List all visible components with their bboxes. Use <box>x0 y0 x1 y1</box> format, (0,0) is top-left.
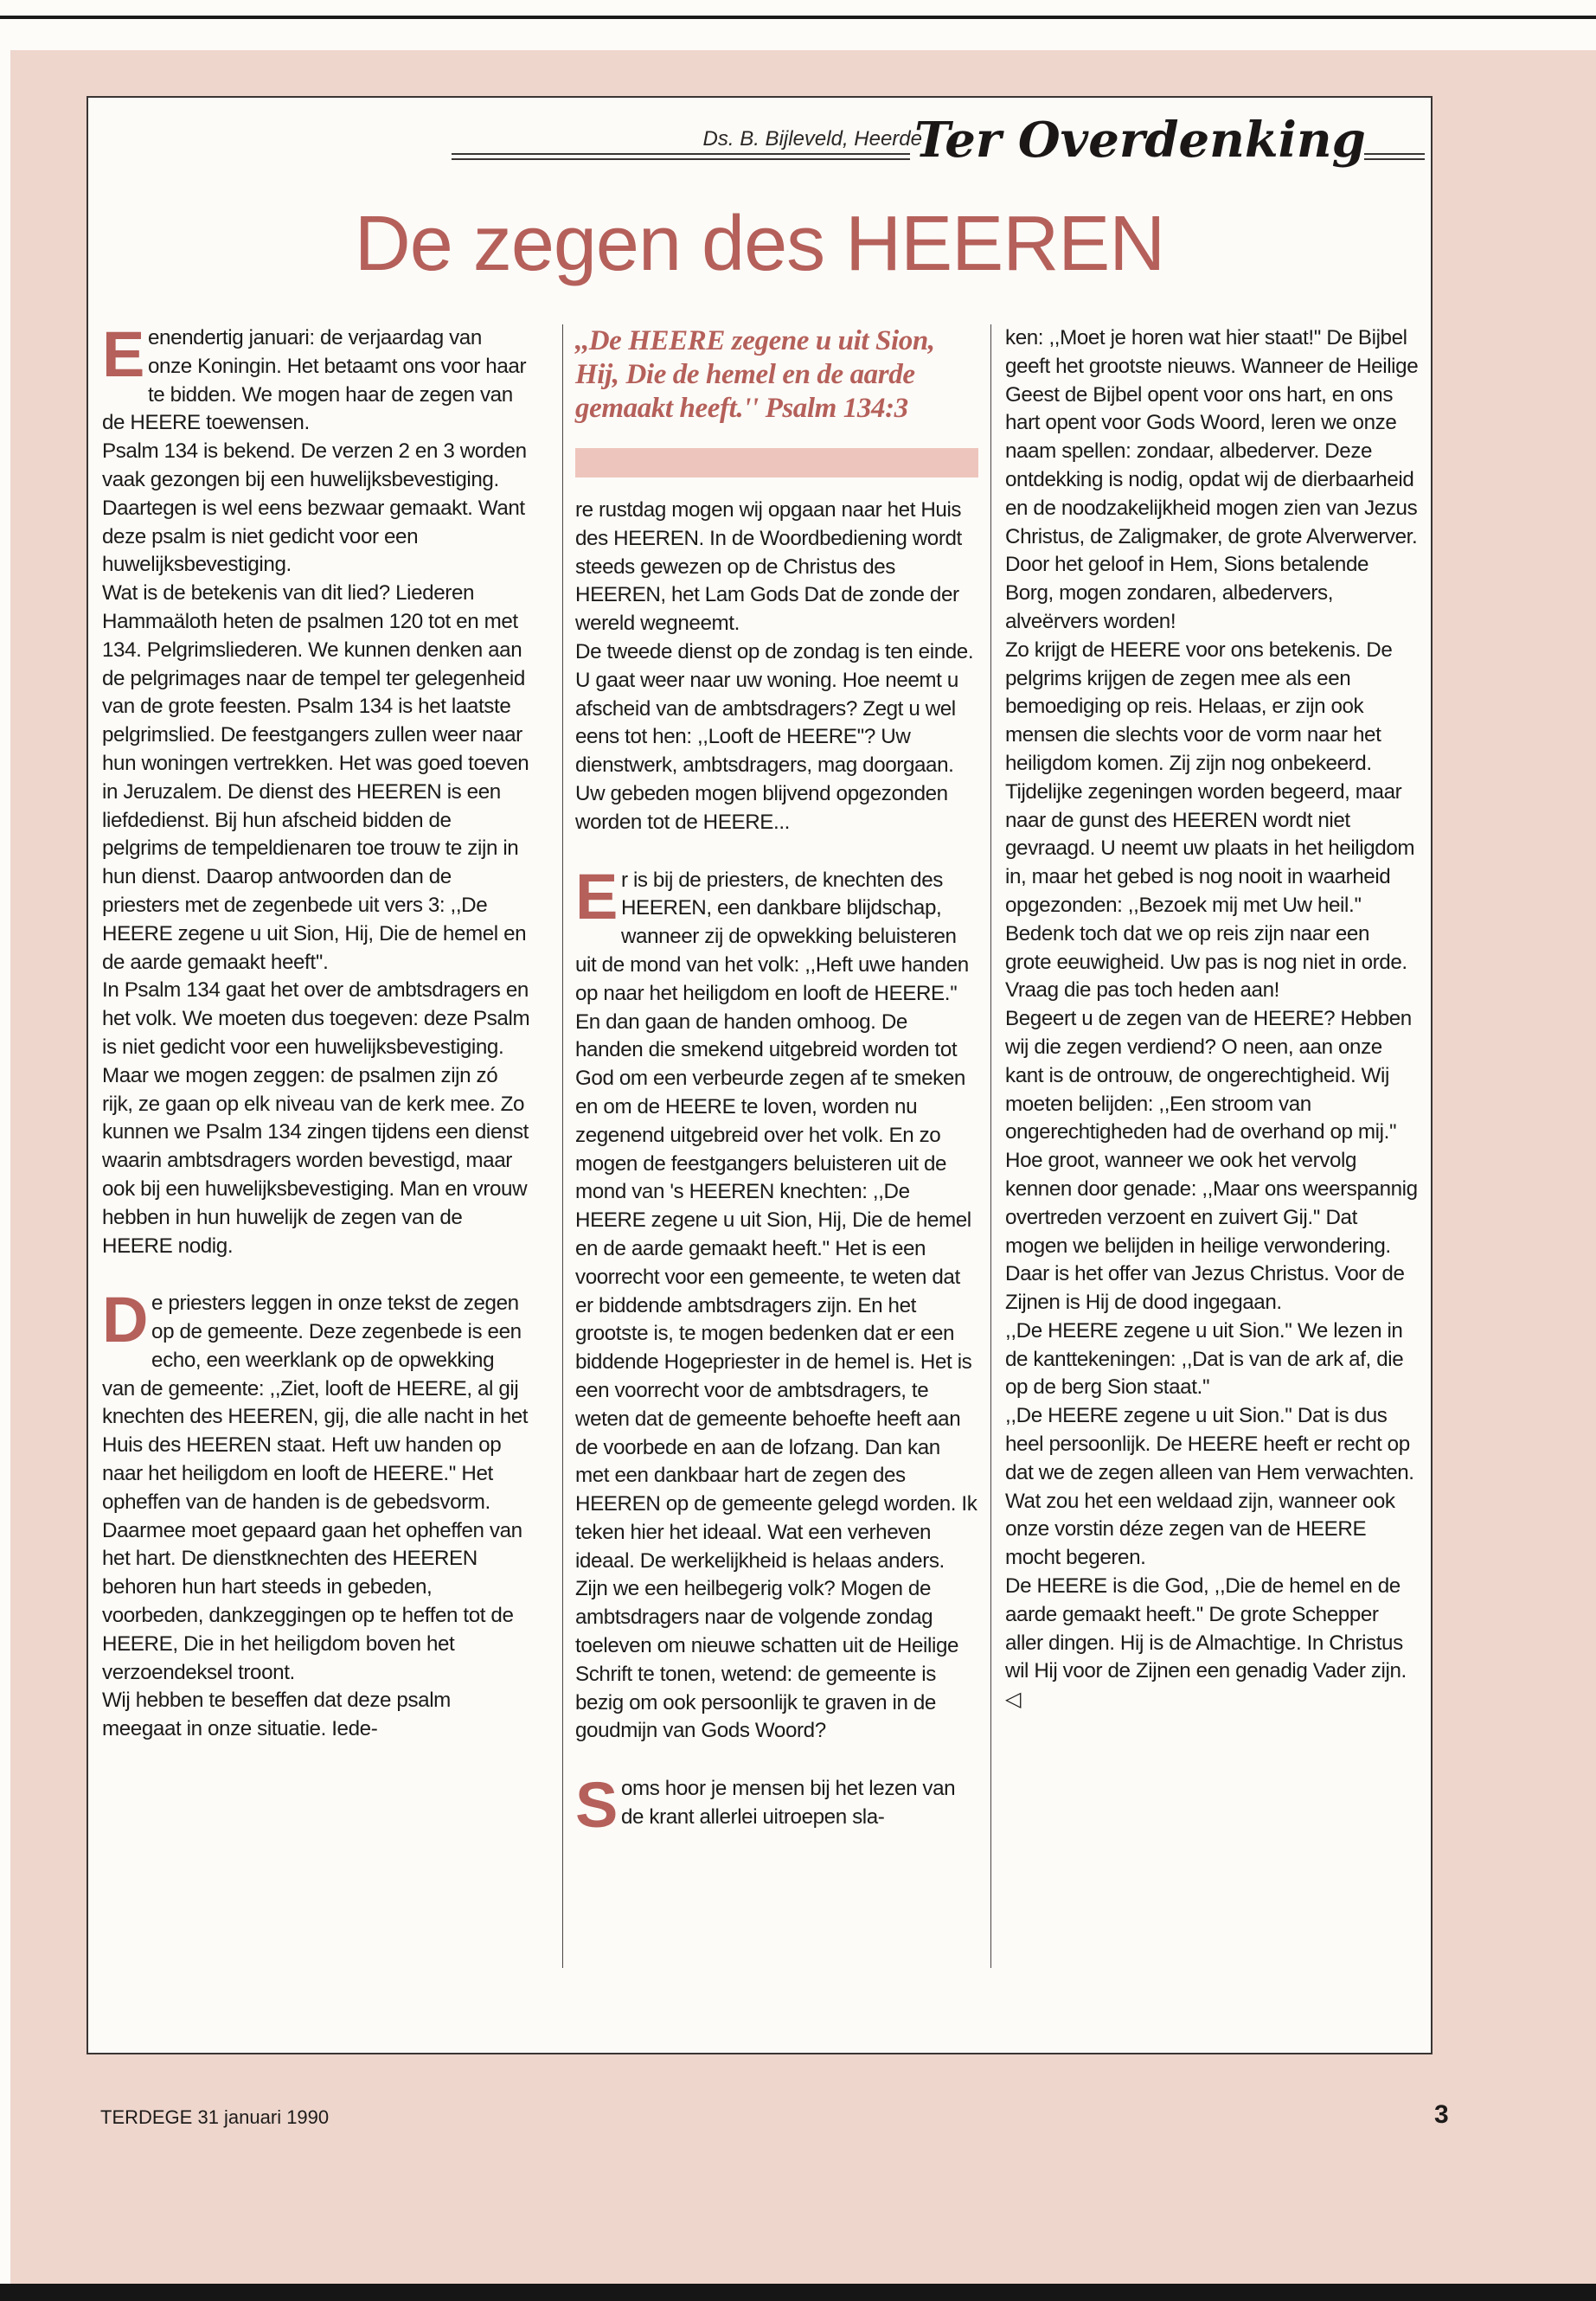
paragraph: Wat is de betekenis van dit lied? Liederen Hammaäloth heten de psalmen 120 tot en met 134. Pelgrimsliederen. We kunnen denken aan de pelgrimages naar de tempel ter gelegenheid van de grote feesten. Psalm 134 is het laatste pelgrimslied. De feestgangers zullen weer naar hun woningen vertrekken. Het was goed toeven in Jeruzalem. De dienst des HEEREN is een liefdedienst. Bij hun afscheid bidden de pelgrims de tempeldienaren toe trouw te zijn in hun dienst. Daarop antwoorden dan de priesters met de zegenbede uit vers 3: ,,De HEERE zegene u uit Sion, Hij, Die de hemel en de aarde gemaakt heeft''. <box>102 581 529 974</box>
top-rule <box>0 16 1596 19</box>
dropcap: E <box>575 860 618 933</box>
section-gap <box>102 1260 531 1290</box>
article-title: De zegen des HEEREN <box>354 201 1165 287</box>
header-rule-left-2 <box>452 158 910 160</box>
paragraph: In Psalm 134 gaat het over de ambtsdragers en het volk. We moeten dus toegeven: deze Psalm is niet gedicht voor een huwelijksbevestiging. Maar we mogen zeggen: de psalmen zijn zó rijk, ze gaan op elk niveau van de kerk mee. Zo kunnen we Psalm 134 zingen tijdens een dienst waarin ambtsdragers worden bevestigd, maar ook bij een huwelijksbevestiging. Man en vrouw hebben in hun huwelijk de zegen van de HEERE nodig. <box>102 978 530 1258</box>
section-title: Ter Overdenking <box>914 112 1366 169</box>
paragraph: Zo krijgt de HEERE voor ons betekenis. De pelgrims krijgen de zegen mee als een bemoediging op reis. Helaas, er zijn ook mensen die slechts voor de vorm naar het heiligdom komen. Zij zijn nog onbekeerd. Tijdelijke zegeningen worden begeerd, maar naar de gunst des HEEREN wordt niet gevraagd. U neemt uw plaats in het heiligdom in, maar het gebed is nog nooit in waarheid opgezonden: ,,Bezoek mij met Uw heil.'' Bedenk toch dat we op reis zijn naar een grote eeuwigheid. Uw pas is nog niet in orde. Vraag die pas toch heden aan! <box>1005 638 1415 1003</box>
section-gap <box>575 837 978 867</box>
column-1 <box>102 318 531 1744</box>
header-rule-left <box>452 153 910 155</box>
author-byline: Ds. B. Bijleveld, Heerde <box>702 127 922 151</box>
paragraph: Wij hebben te beseffen dat deze psalm meegaat in onze situatie. Iede- <box>102 1689 451 1741</box>
paragraph <box>102 1284 531 1687</box>
column-3 <box>1005 324 1420 1715</box>
paragraph: re rustdag mogen wij opgaan naar het Huis des HEEREN. In de Woordbediening wordt steeds gewezen op de Christus des HEEREN, het Lam Gods Dat de zonde der wereld wegneemt. <box>575 498 962 636</box>
paragraph: Psalm 134 is bekend. De verzen 2 en 3 worden vaak gezongen bij een huwelijksbevestiging. Daartegen is wel eens bezwaar gemaakt. Want deze psalm is niet gedicht voor een huwelijksbevestiging. <box>102 439 527 577</box>
page-number: 3 <box>1434 2100 1449 2129</box>
paragraph: ken: ,,Moet je horen wat hier staat!'' De Bijbel geeft het grootste nieuws. Wanneer de Heilige Geest de Bijbel opent voor ons hart, en ons hart opent voor Gods Woord, leren we onze naam spellen: zondaar, albederver. Deze ontdekking is nodig, opdat wij de dierbaarheid en de noodzakelijkheid mogen zien van Jezus Christus, de Zaligmaker, de grote Alverwerver. Door het geloof in Hem, Sions betalende Borg, mogen zondaren, albedervers, alveërvers worden! <box>1005 326 1419 633</box>
paragraph: De HEERE is die God, ,,Die de hemel en de aarde gemaakt heeft.'' De grote Schepper aller dingen. Hij is de Almachtige. In Christus wil Hij voor de Zijnen een genadig Vader zijn. ◁ <box>1005 1574 1407 1712</box>
paragraph: ,,De HEERE zegene u uit Sion.'' We lezen in de kanttekeningen: ,,Dat is van de ark af, die op de berg Sion staat.'' <box>1005 1318 1404 1400</box>
footer-publication: TERDEGE 31 januari 1990 <box>100 2106 330 2128</box>
paragraph: ,,De HEERE zegene u uit Sion.'' Dat is dus heel persoonlijk. De HEERE heeft er recht op dat we de zegen alleen van Hem verwachten. Wat zou het een weldaad zijn, wanneer ook onze vorstin déze zegen van de HEERE mocht begeren. <box>1005 1404 1414 1570</box>
paragraph-text: r is bij de priesters, de knechten des HEEREN, een dankbare blijdschap, wanneer zij de opwekking beluisteren uit de mond van het volk: ,,Heft uwe handen op naar het heiligdom en looft de HEERE.'' En dan gaan de handen omhoog. De handen die smekend uitgebreid worden tot God om een verbeurde zegen af te smeken en om de HEERE te loven, worden nu zegenend uitgebreid over het volk. En zo mogen de feestgangers beluisteren uit de mond van 's HEEREN knechten: ,,De HEERE zegene u uit Sion, Hij, Die de hemel en de aarde gemaakt heeft.'' Het is een voorrecht voor een gemeente, te weten dat er biddende ambtsdragers zijn. En het grootste is, te mogen bedenken dat er een biddende Hogepriester in de hemel is. Het is een voorrecht voor de ambtsdragers, te weten dat de gemeente behoefte heeft aan de voorbede en aan de lofzang. Dan kan met een dankbaar hart de zegen des HEEREN op de gemeente gelegd worden. Ik teken hier het ideaal. Wat een verheven ideaal. De werkelijkheid is helaas anders. Zijn we een heilbegerig volk? Mogen de ambtsdragers naar de volgende zondag toeleven om nieuwe schatten uit de Heilige Schrift te tonen, wetend: de gemeente is bezig om ook persoonlijk te graven in de goudmijn van Gods Woord? <box>575 868 977 1743</box>
section-gap <box>575 1746 978 1775</box>
dropcap: S <box>575 1769 618 1842</box>
paragraph <box>575 860 978 1747</box>
paragraph <box>102 318 531 438</box>
paragraph <box>575 1769 978 1842</box>
header-rule-right <box>1364 153 1425 155</box>
paragraph-text: e priesters leggen in onze tekst de zegen op de gemeente. Deze zegenbede is een echo, een weerklank op de opwekking van de gemeente: ,,Ziet, looft de HEERE, al gij knechten des HEEREN, gij, die alle nacht in het Huis des HEEREN staat. Heft uw handen op naar het heiligdom en looft de HEERE.'' Het opheffen van de handen is de gebedsvorm. Daarmee moet gepaard gaan het opheffen van het hart. De dienstknechten des HEEREN behoren hun hart steeds in gebeden, voorbeden, dankzeggingen op te heffen tot de HEERE, Die in het heiligdom boven het verzoendeksel troont. <box>102 1292 529 1684</box>
paragraph-text: enendertig januari: de verjaardag van onze Koningin. Het betaamt ons voor haar te bidden. We mogen haar de zegen van de HEERE toewensen. <box>102 326 527 435</box>
bottom-rule <box>0 2284 1596 2301</box>
article-header <box>88 112 1431 189</box>
paragraph-text: oms hoor je mensen bij het lezen van de krant allerlei uitroepen sla- <box>620 1777 956 1830</box>
article-frame <box>87 96 1433 2054</box>
pull-quote-bar <box>575 448 978 478</box>
dropcap: D <box>102 1284 149 1356</box>
header-rule-right-2 <box>1364 158 1425 160</box>
paragraph: Begeert u de zegen van de HEERE? Hebben wij die zegen verdiend? O neen, aan onze kant is de ontrouw, de ongerechtigheid. Wij moeten belijden: ,,Een stroom van ongerechtigheden had de overhand op mij.'' Hoe groot, wanneer we ook het vervolg kennen door genade: ,,Maar ons weerspannig overtreden verzoent en zuivert Gij.'' Dat mogen we belijden in heilige verwondering. Daar is het offer van Jezus Christus. Voor de Zijnen is Hij de dood ingegaan. <box>1005 1007 1418 1315</box>
pull-quote: ,,De HEERE zegene u uit Sion, Hij, Die de hemel en de aarde gemaakt heeft.'' Psalm 134:3 <box>575 325 935 424</box>
column-2 <box>562 324 991 1968</box>
page <box>10 50 1596 2284</box>
dropcap: E <box>102 318 144 390</box>
paragraph: De tweede dienst op de zondag is ten einde. U gaat weer naar uw woning. Hoe neemt u afscheid van de ambtsdragers? Zegt u wel eens tot hen: ,,Looft de HEERE''? Uw dienstwerk, ambtsdragers, mag doorgaan. Uw gebeden mogen blijvend opgezonden worden tot de HEERE... <box>575 639 974 834</box>
